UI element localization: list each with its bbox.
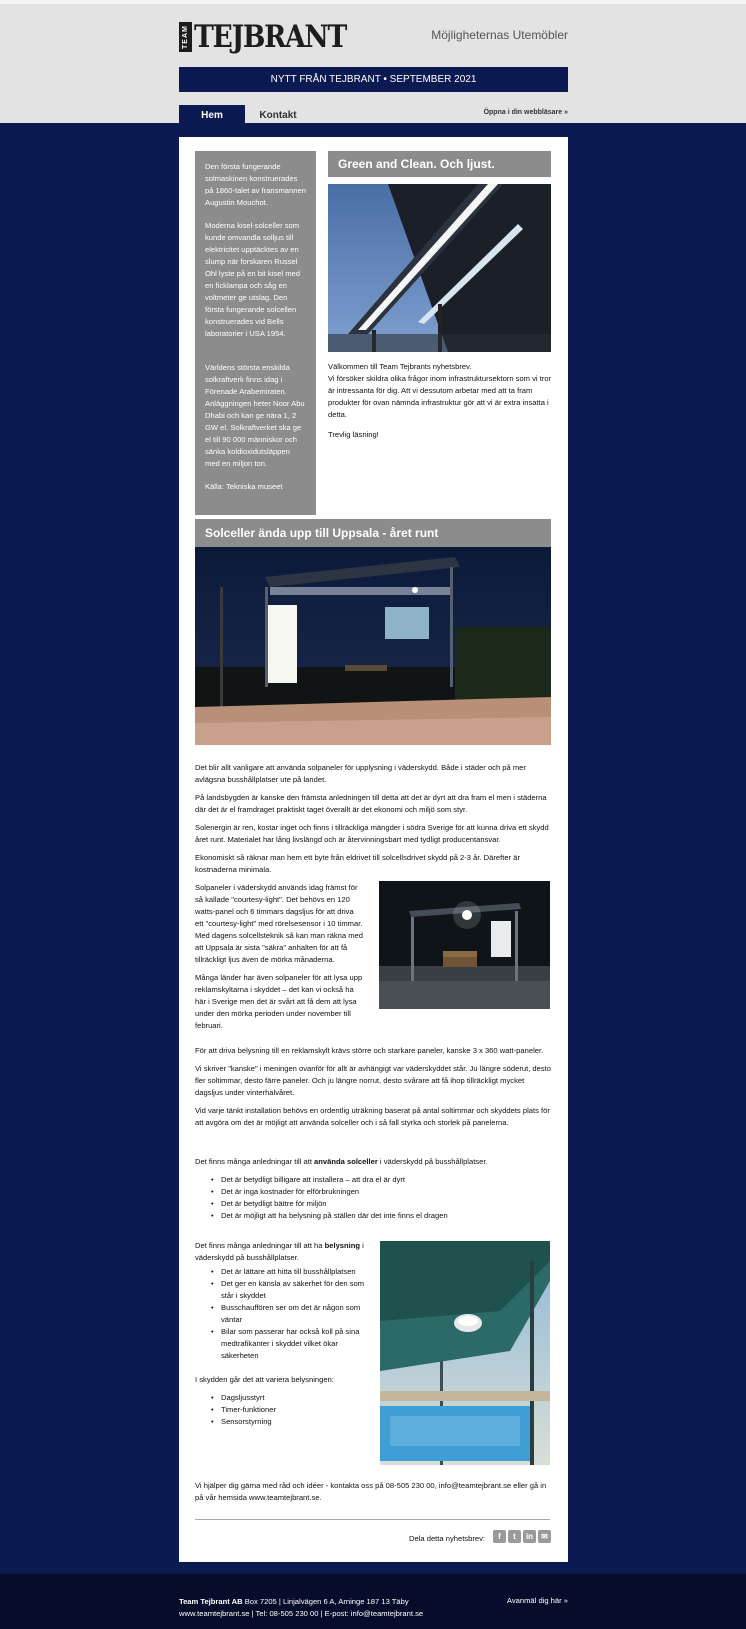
article-paragraph: Ekonomiskt så räknar man hem ett byte från eldrivet till solcellsdrivet skydd på 2-3 år. Därefter är kostnaderna minimala. [195,853,520,874]
solar-reasons-lead [195,1156,551,1168]
article-text-continued [195,1045,551,1135]
lead-text: Det finns många anledningar till att ha [195,1241,325,1250]
unsubscribe-link[interactable]: Avanmäl dig här » [506,1596,568,1605]
company-name: Team Tejbrant AB [179,1597,243,1606]
shelter-light-fixture-photo [380,1241,550,1465]
open-in-browser-link[interactable]: Öppna i din webbläsare » [483,109,568,116]
facts-sidebar [195,151,316,515]
contact-text: Vi hjälper dig gärna med råd och idéer - kontakta oss på 08-505 230 00, info@teamtejbrant.se eller gå in på vår hemsida www.teamtejbrant.se. [195,1481,547,1502]
intro-paragraph: Välkommen till Team Tejbrants nyhetsbrev. Vi försöker skildra olika frågor inom infrastruktursektorn som vi tror är intressanta för dig. Att vi dessutom arbetar med att ta fram produkter för ovan nämnda infrastruktur gör att vi är extra insatta i detta. [328,362,552,419]
company-address: Box 7205 | Linjalvägen 6 A, Arninge 187 13 Täby [242,1597,409,1606]
footer-line-2: www.teamtejbrant.se | Tel: 08-505 230 00 | E-post: info@teamtejbrant.se [179,1609,424,1618]
logo-team-mark: TEAM [179,22,192,52]
list-item: • Busschauffören ser om det är någon som väntar [195,1302,365,1326]
solar-shelter-night-photo [379,881,550,1009]
logo-wordmark: TEJBRANT [194,19,347,55]
article-paragraph: På landsbygden är kanske den främsta anledningen till detta att det är dyrt att dra fram el men i städerna där det är el framdraget praktiskt taget överallt är det ekonomi och miljö som styr. [195,793,547,814]
fact-paragraph: Den första fungerande solmaskinen konstruerades på 1860-talet av fransmannen Augustin Mouchot. [205,162,306,207]
intro-greeting: Trevlig läsning! [328,430,379,439]
list-item: • Det är betydligt billigare att installera – att dra el är dyrt [195,1174,551,1186]
fact-paragraph: Världens största enskilda solkraftverk finns idag i Förenade Arabemiraten. Anläggningen heter Noor Abu Dhabi och kan ge nära 1, 2 GW el. Solkraftverket ska ge el till 90 000 människor och sänka koldioxidutsläppen med en miljon ton. [205,363,305,468]
list-item: • Sensorstyrning [195,1416,365,1428]
article-paragraph: Det blir allt vanligare att använda solpaneler för upplysning i väderskydd. Både i städer och på mer avlägsna busshållplatser ute på landet. [195,763,526,784]
bus-shelter-dusk-photo [328,184,551,352]
lead-bold: använda solceller [314,1157,378,1166]
footer-line-1 [179,1596,423,1608]
article-paragraph: Vi skriver "kanske" i meningen ovanför för allt är avhängigt var väderskyddet står. Ju längre söderut, desto fler soltimmar, desto färre paneler. Och ju längre norrut, desto svårare att få ihop tillräckligt mycket dagsljus under vinterhalvåret. [195,1064,552,1097]
list-item: • Det är betydligt bättre för miljön [195,1198,551,1210]
tab-home[interactable]: Hem [179,105,245,127]
lighting-reasons-list [195,1266,365,1362]
footer-address [179,1596,423,1620]
lead-bold: belysning [324,1241,361,1250]
article-text-column [195,882,363,1038]
list-item: • Det ger en känsla av säkerhet för den som står i skyddet [195,1278,365,1302]
lead-text: i väderskydd på busshållplatser. [377,1157,488,1166]
article-heading: Solceller ända upp till Uppsala - året runt [195,519,551,547]
intro-text [328,361,552,447]
twitter-icon[interactable]: t [508,1530,521,1543]
list-item: • Dagsljusstyrt [195,1392,365,1404]
solar-reasons-list [195,1174,551,1222]
tejbrant-logo[interactable] [179,19,371,55]
article-paragraph: Vid varje tänkt installation behövs en ordentlig uträkning baserat på antal soltimmar och skyddets plats för att avgöra om det är möjligt att använda solceller och i så fall styrka och storlek på panelerna. [195,1106,550,1127]
article-paragraph: För att driva belysning till en reklamskylt krävs större och starkare paneler, kanske 3 x 360 watt-paneler. [195,1046,544,1055]
share-label: Dela detta nyhetsbrev: [409,1534,485,1543]
tab-contact[interactable]: Kontakt [259,110,297,121]
bus-shelter-night-photo [195,547,551,745]
lighting-reasons [195,1240,365,1428]
fact-source: Källa: Tekniska museet [205,482,283,491]
newsletter-banner: NYTT FRÅN TEJBRANT • SEPTEMBER 2021 [179,67,568,92]
lighting-variants-list [195,1392,365,1428]
intro-heading: Green and Clean. Och ljust. [328,151,551,177]
list-item: • Det är lättare att hitta till busshållplatsen [195,1266,365,1278]
linkedin-icon[interactable]: in [523,1530,536,1543]
article-paragraph: Solpaneler i väderskydd används idag främst för så kallade "courtesy-light". Det behövs en 120 watts-panel och 6 timmars dagsljus för att driva ett "courtesy-light" med rörelsesensor i 10 timmar. Med dagens solcellsteknik så kan man räkna med att Uppsala är sista "säkra" anhalten för att få tillräckligt ljus även de mörka månaderna. [195,883,363,964]
article-paragraph: Många länder har även solpaneler för att lysa upp reklamskyltarna i skyddet – det kan vi också ha här i Sverige men det är svårt att få dem att lysa under den mörka perioden under november till februari. [195,973,363,1030]
fact-paragraph: Moderna kisel-solceller som kunde omvandla solljus till elektricitet upptäcktes av en slump när forskaren Russel Ohl lyste på en bit kisel med en ficklampa och såg en voltmeter ge utslag. Den första fungerande solcellen konstruerades vid Bells laboratorier i USA 1954. [205,221,300,338]
lead-text: Det finns många anledningar till att [195,1157,315,1166]
header [0,0,746,123]
lighting-reasons-lead [195,1240,365,1264]
email-icon[interactable]: ✉ [538,1530,551,1543]
list-item: • Det är inga kostnader för elförbrukningen [195,1186,551,1198]
tagline: Möjligheternas Utemöbler [431,28,568,42]
article-text [195,762,551,882]
lighting-variants-lead: I skydden går det att variera belysningen: [195,1375,334,1384]
footer [0,1574,746,1629]
lead-text: i väderskydd på busshållplatser. [195,1241,364,1262]
list-item: • Timer-funktioner [195,1404,365,1416]
article-paragraph: Solenergin är ren, kostar inget och finns i tillräckliga mängder i södra Sverige för att kunna driva ett skydd året runt. Materialet har lång livslängd och är återvinningsbart med tydligt producentansvar. [195,823,549,844]
share-icons [493,1530,551,1543]
solar-reasons [195,1156,551,1222]
newsletter-body [179,137,568,1562]
list-item: • Bilar som passerar har också koll på sina medtrafikanter i skyddet vilket ökar säkerheten [195,1326,365,1362]
list-item: • Det är möjligt att ha belysning på ställen där det inte finns el dragen [195,1210,551,1222]
facebook-icon[interactable]: f [493,1530,506,1543]
divider [195,1519,550,1520]
